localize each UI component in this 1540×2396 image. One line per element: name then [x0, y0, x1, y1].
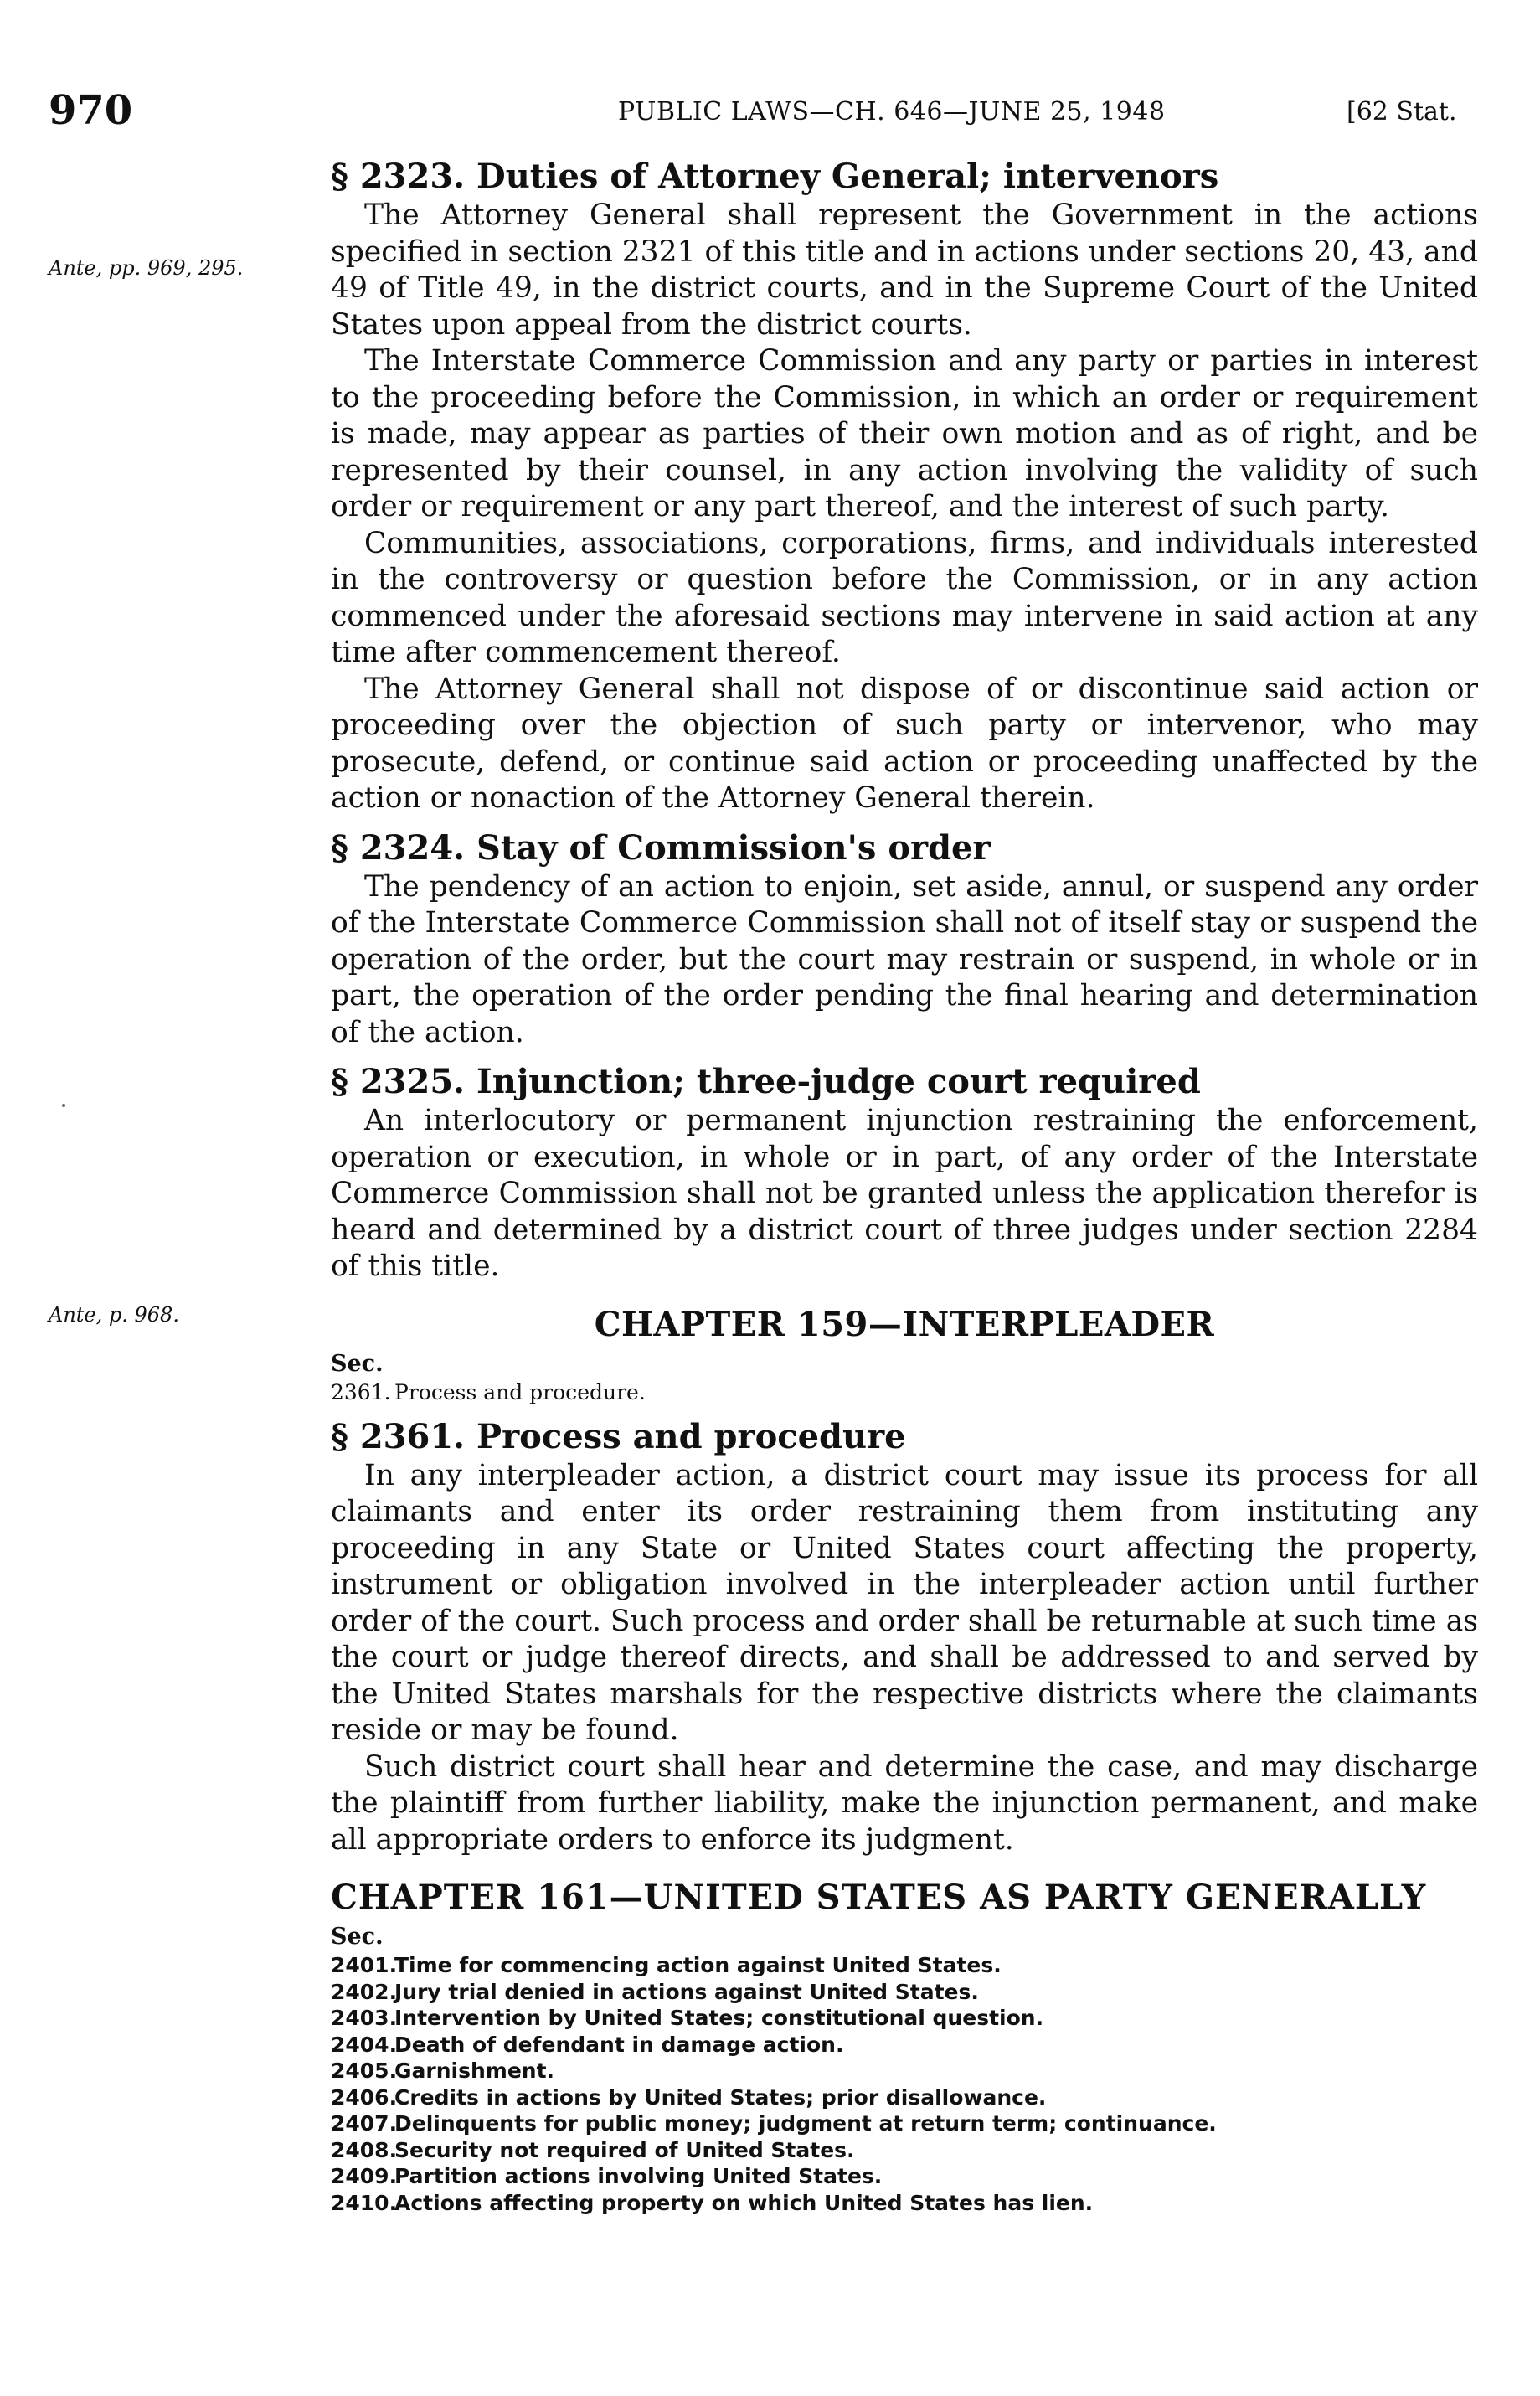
toc-row	[331, 2032, 1478, 2058]
section-2325-heading: § 2325. Injunction; three-judge court required	[331, 1062, 1201, 1101]
toc-row	[331, 1379, 1478, 1406]
section-2323-paragraph: The Attorney General shall not dispose of or discontinue said action or proceeding over the objection of such party or intervenor, who may prosecute, defend, or continue said action or proceeding unaffected by the action or nonaction of the Attorney General therein.	[331, 672, 1478, 815]
toc-row	[331, 2110, 1478, 2137]
toc-row	[331, 1952, 1478, 1979]
section-2325-paragraph: An interlocutory or permanent injunction restraining the enforcement, operation or execution, in whole or in part, of any order of the Interstate Commerce Commission shall not be granted unless the application therefor is heard and determined by a district court of three judges under section 2284 of this title.	[331, 1104, 1478, 1283]
toc-row	[331, 2005, 1478, 2032]
toc-title: Jury trial denied in actions against United States.	[394, 1979, 979, 2004]
toc-row	[331, 2163, 1478, 2190]
toc-number: 2402.	[331, 1979, 398, 2004]
toc-title: Delinquents for public money; judgment at return term; continuance.	[394, 2111, 1217, 2136]
section-2323-paragraph: Communities, associations, corporations, firms, and individuals interested in the controversy or question before the Commission, or in any action commenced under the aforesaid sections may intervene in said action at any time after commencement thereof.	[331, 526, 1478, 669]
running-title: PUBLIC LAWS—CH. 646—JUNE 25, 1948	[618, 97, 1166, 126]
chapter-159-toc	[331, 1379, 1478, 1406]
section-2323-paragraph: The Interstate Commerce Commission and any party or parties in interest to the proceeding before the Commission, in which an order or requirement is made, may appear as parties of their own motion and as of right, and be represented by their counsel, in any action involving the validity of such order or requirement or any part thereof, and the interest of such party.	[331, 344, 1478, 523]
page-number: 970	[49, 87, 133, 134]
toc-number: 2409.	[331, 2164, 398, 2188]
toc-row	[331, 2058, 1478, 2084]
margin-note-ante-968: Ante, p. 968.	[49, 1303, 179, 1327]
chapter-159-title: CHAPTER 159—INTERPLEADER	[594, 1304, 1215, 1344]
toc-row	[331, 2084, 1478, 2111]
section-2361-heading: § 2361. Process and procedure	[331, 1416, 906, 1456]
toc-title: Actions affecting property on which United States has lien.	[394, 2190, 1094, 2215]
toc-title: Process and procedure.	[394, 1379, 646, 1404]
toc-title: Credits in actions by United States; prior disallowance.	[394, 2084, 1047, 2110]
margin-note-ante-969: Ante, pp. 969, 295.	[49, 256, 244, 280]
toc-row	[331, 2190, 1478, 2217]
chapter-161-sec-label: Sec.	[331, 1924, 384, 1950]
section-2323-paragraph: The Attorney General shall represent the Government in the actions specified in section 2321 of this title and in actions under sections 20, 43, and 49 of Title 49, in the district courts, and in the Supreme Court of the United States upon appeal from the district courts.	[331, 198, 1478, 342]
page-header	[49, 87, 1472, 134]
section-2361-paragraph: Such district court shall hear and determine the case, and may discharge the plaintiff from further liability, make the injunction permanent, and make all appropriate orders to enforce its judgment.	[331, 1749, 1478, 1857]
stray-print-mark	[62, 1104, 65, 1107]
main-text	[331, 156, 1478, 2216]
toc-title: Partition actions involving United States.	[394, 2164, 883, 2188]
section-2323-heading: § 2323. Duties of Attorney General; intervenors	[331, 157, 1219, 196]
chapter-161-toc	[331, 1952, 1478, 2216]
toc-number: 2406.	[331, 2084, 398, 2110]
toc-title: Intervention by United States; constitutional question.	[394, 2006, 1044, 2030]
statute-reference: [62 Stat.	[1347, 97, 1457, 126]
toc-title: Time for commencing action against United States.	[394, 1953, 1002, 1977]
toc-number: 2404.	[331, 2032, 398, 2057]
section-2324-paragraph: The pendency of an action to enjoin, set aside, annul, or suspend any order of the Interstate Commerce Commission shall not of itself stay or suspend the operation of the order, but the court may restrain or suspend, in whole or in part, the operation of the order pending the final hearing and determination of the action.	[331, 869, 1478, 1049]
section-2324-heading: § 2324. Stay of Commission's order	[331, 827, 991, 868]
toc-number: 2401.	[331, 1953, 398, 1977]
toc-row	[331, 1979, 1478, 2006]
toc-title: Security not required of United States.	[394, 2137, 855, 2162]
toc-number: 2408.	[331, 2137, 398, 2162]
toc-number: 2403.	[331, 2006, 398, 2030]
chapter-161-title: CHAPTER 161—UNITED STATES AS PARTY GENERALLY	[331, 1878, 1427, 1917]
toc-number: 2361.	[331, 1379, 391, 1404]
toc-number: 2407.	[331, 2111, 398, 2136]
toc-title: Death of defendant in damage action.	[394, 2032, 844, 2057]
chapter-159-sec-label: Sec.	[331, 1350, 384, 1377]
toc-number: 2405.	[331, 2058, 398, 2083]
toc-title: Garnishment.	[394, 2058, 555, 2083]
section-2361-paragraph: In any interpleader action, a district court may issue its process for all claimants and enter its order restraining them from instituting any proceeding in any State or United States court affecting the property, instrument or obligation involved in the interpleader action until further order of the court. Such process and order shall be returnable at such time as the court or judge thereof directs, and shall be addressed to and served by the United States marshals for the respective districts where the claimants reside or may be found.	[331, 1458, 1478, 1747]
toc-number: 2410.	[331, 2190, 398, 2215]
toc-row	[331, 2137, 1478, 2164]
